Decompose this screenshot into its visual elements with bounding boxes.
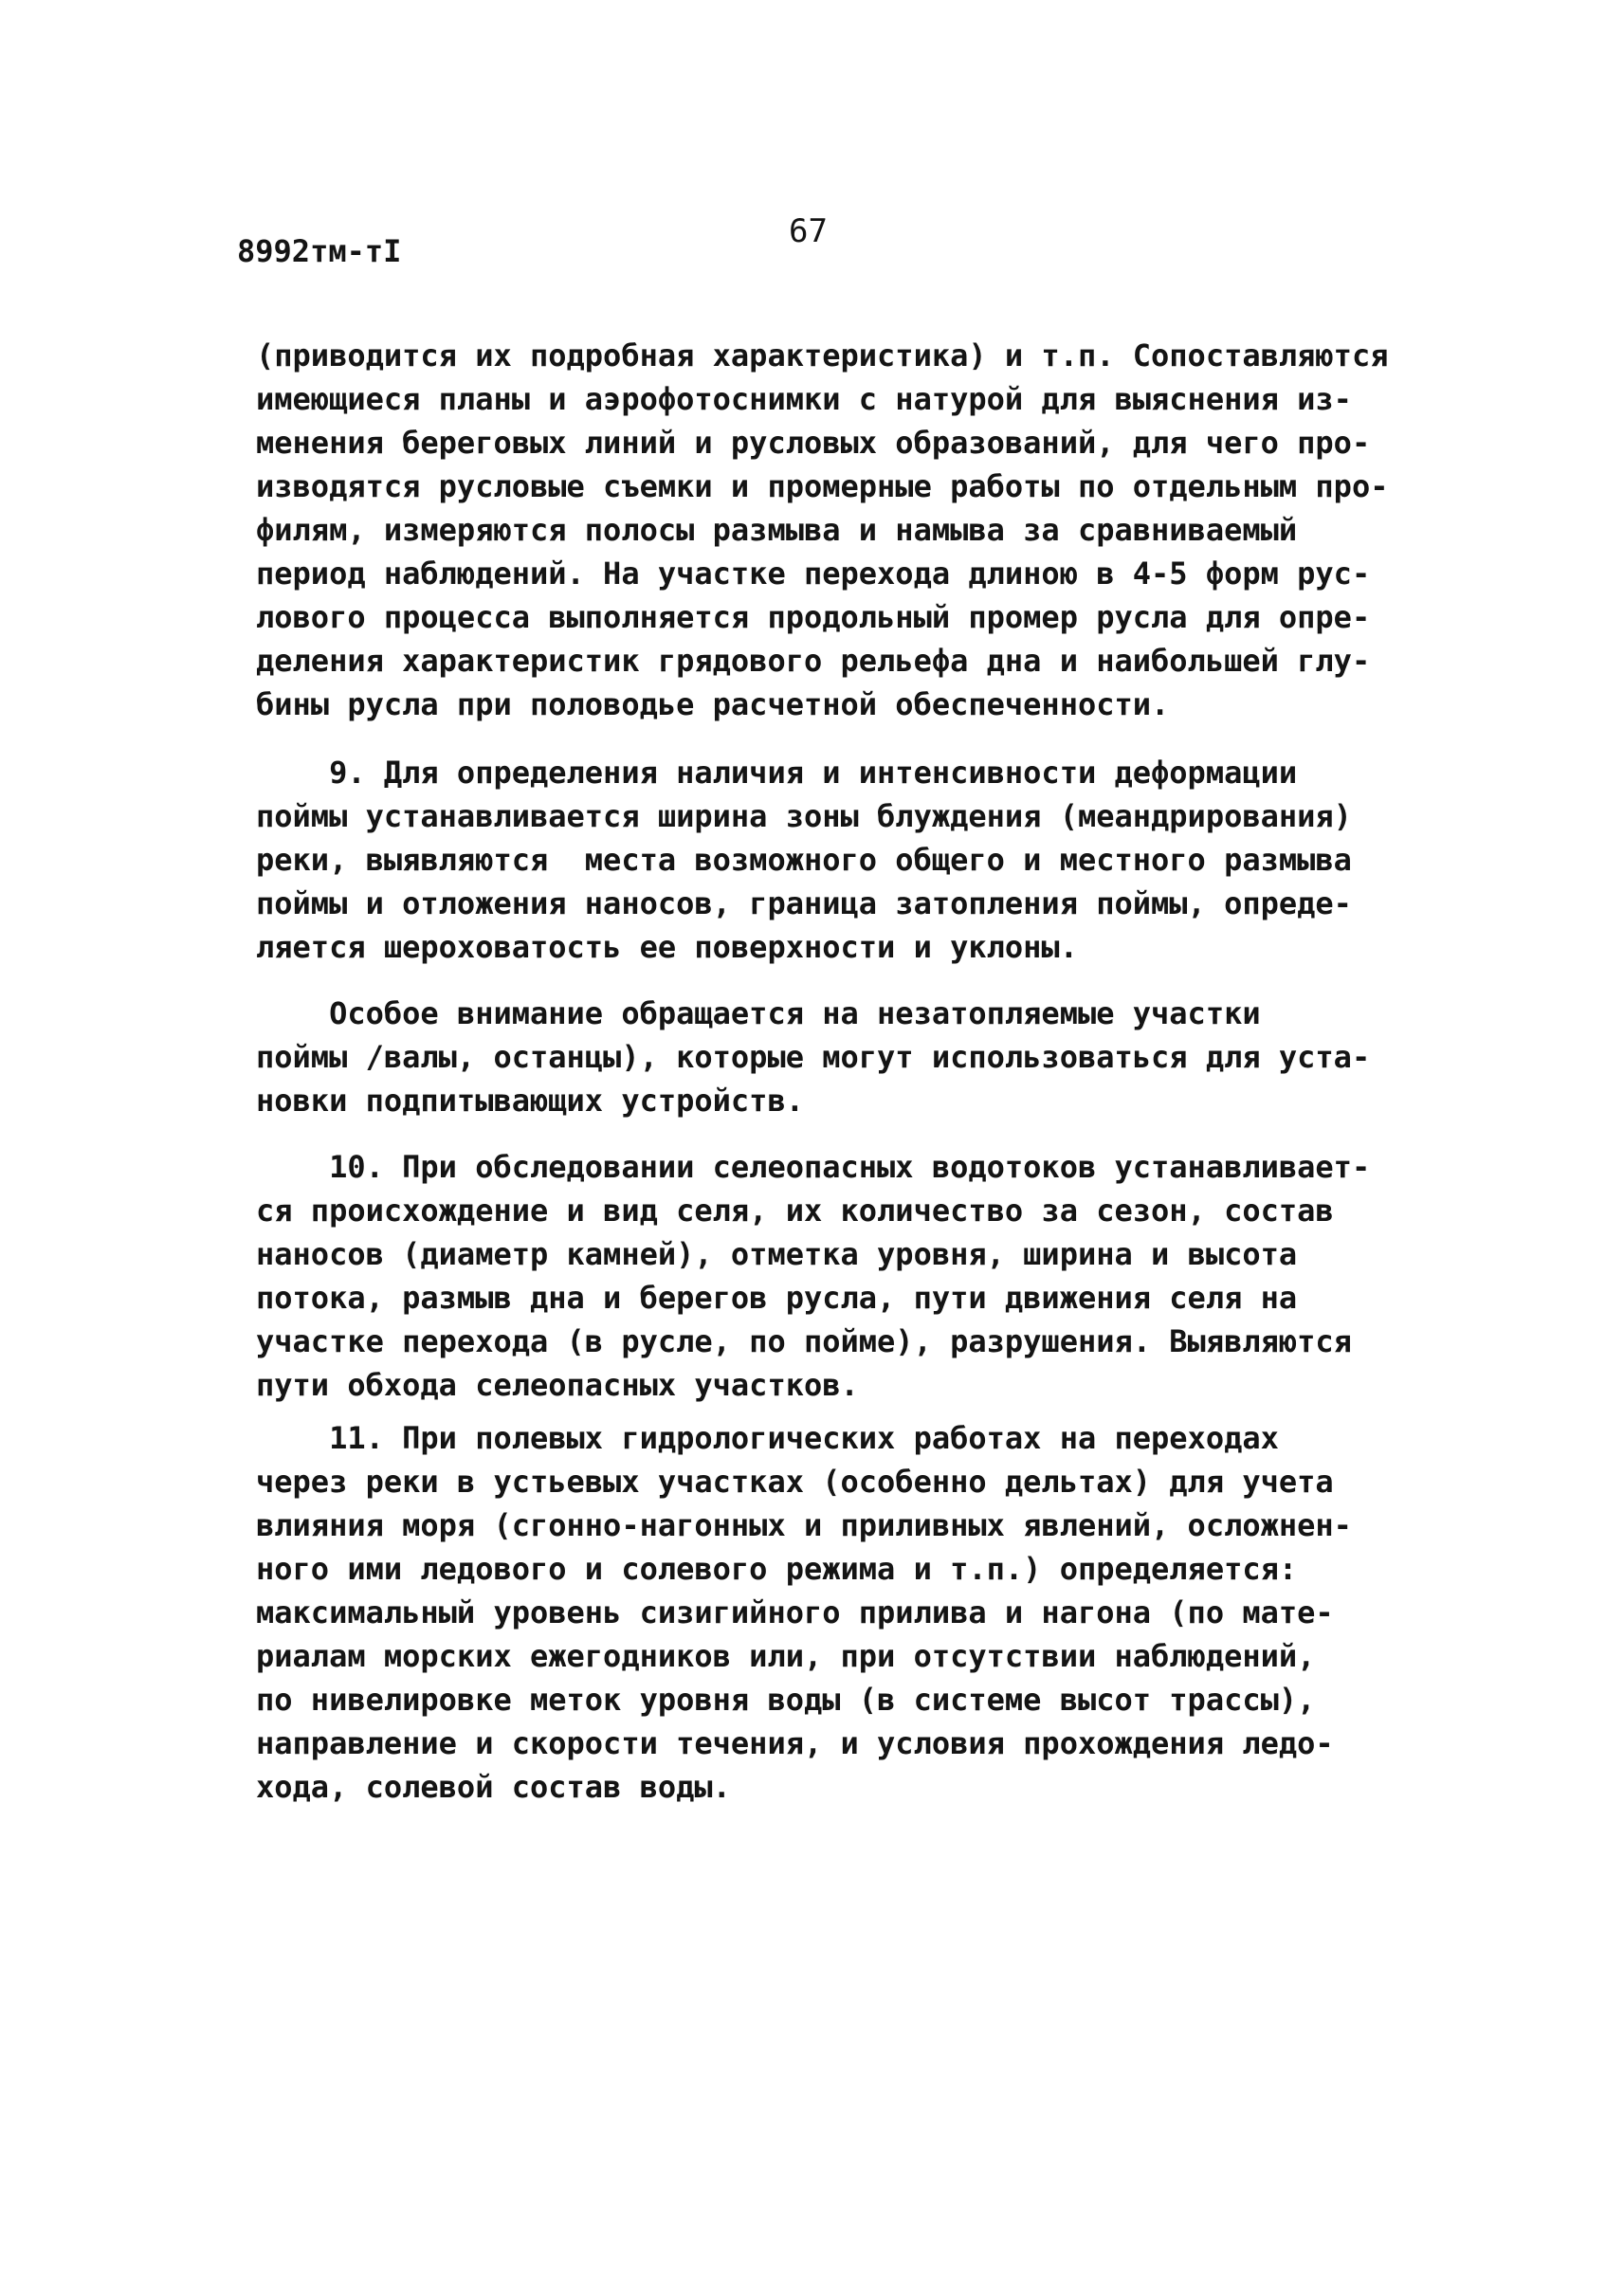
document-code: 8992тм-тI — [237, 233, 402, 269]
text-line: максимальный уровень сизигийного прилива и нагона (по мате- — [256, 1594, 1334, 1630]
text-line: реки, выявляются места возможного общего и местного размыва — [256, 842, 1352, 878]
text-line: поймы устанавливается ширина зоны блуждения (меандрирования) — [256, 798, 1352, 834]
text-line: участке перехода (в русле, по пойме), разрушения. Выявляются — [256, 1323, 1352, 1359]
text-line: деления характеристик грядового рельефа дна и наибольшей глу- — [256, 643, 1371, 679]
text-line: Особое внимание обращается на незатопляемые участки — [256, 995, 1261, 1031]
text-line: изводятся русловые съемки и промерные работы по отдельным про- — [256, 468, 1389, 504]
paragraph-5 — [256, 1416, 1413, 1809]
text-line: бины русла при половодье расчетной обеспеченности. — [256, 686, 1170, 722]
text-line: лового процесса выполняется продольный промер русла для опре- — [256, 599, 1371, 635]
text-line: поймы и отложения наносов, граница затопления поймы, опреде- — [256, 885, 1352, 921]
text-line: новки подпитывающих устройств. — [256, 1083, 804, 1119]
paragraph-4 — [256, 1145, 1413, 1407]
text-line: 11. При полевых гидрологических работах на переходах — [256, 1420, 1279, 1456]
text-line: (приводится их подробная характеристика) и т.п. Сопоставляются — [256, 337, 1389, 373]
text-line: филям, измеряются полосы размыва и намыва за сравниваемый — [256, 512, 1298, 548]
text-line: ного ими ледового и солевого режима и т.п.) определяется: — [256, 1551, 1298, 1587]
text-line: ляется шероховатость ее поверхности и уклоны. — [256, 929, 1078, 965]
text-line: направление и скорости течения, и условия прохождения ледо- — [256, 1725, 1334, 1761]
text-line: потока, размыв дна и берегов русла, пути движения селя на — [256, 1280, 1298, 1316]
paragraph-1 — [256, 334, 1413, 726]
text-line: наносов (диаметр камней), отметка уровня, ширина и высота — [256, 1236, 1298, 1272]
text-line: через реки в устьевых участках (особенно дельтах) для учета — [256, 1464, 1334, 1500]
paragraph-3 — [256, 992, 1413, 1122]
text-line: хода, солевой состав воды. — [256, 1769, 731, 1805]
text-line: период наблюдений. На участке перехода длиною в 4-5 форм рус- — [256, 556, 1371, 592]
text-line: поймы /валы, останцы), которые могут использоваться для уста- — [256, 1039, 1371, 1075]
text-line: риалам морских ежегодников или, при отсутствии наблюдений, — [256, 1638, 1316, 1674]
text-line: 10. При обследовании селеопасных водотоков устанавливает- — [256, 1149, 1371, 1185]
text-line: менения береговых линий и русловых образований, для чего про- — [256, 425, 1371, 461]
text-line: пути обхода селеопасных участков. — [256, 1367, 859, 1403]
page-number: 67 — [789, 212, 828, 250]
text-line: по нивелировке меток уровня воды (в системе высот трассы), — [256, 1682, 1316, 1718]
text-line: ся происхождение и вид селя, их количество за сезон, состав — [256, 1193, 1334, 1229]
text-line: влияния моря (сгонно-нагонных и приливных явлений, осложнен- — [256, 1507, 1352, 1543]
text-line: имеющиеся планы и аэрофотоснимки с натурой для выяснения из- — [256, 381, 1352, 417]
text-line: 9. Для определения наличия и интенсивности деформации — [256, 755, 1298, 791]
paragraph-2 — [256, 751, 1413, 969]
